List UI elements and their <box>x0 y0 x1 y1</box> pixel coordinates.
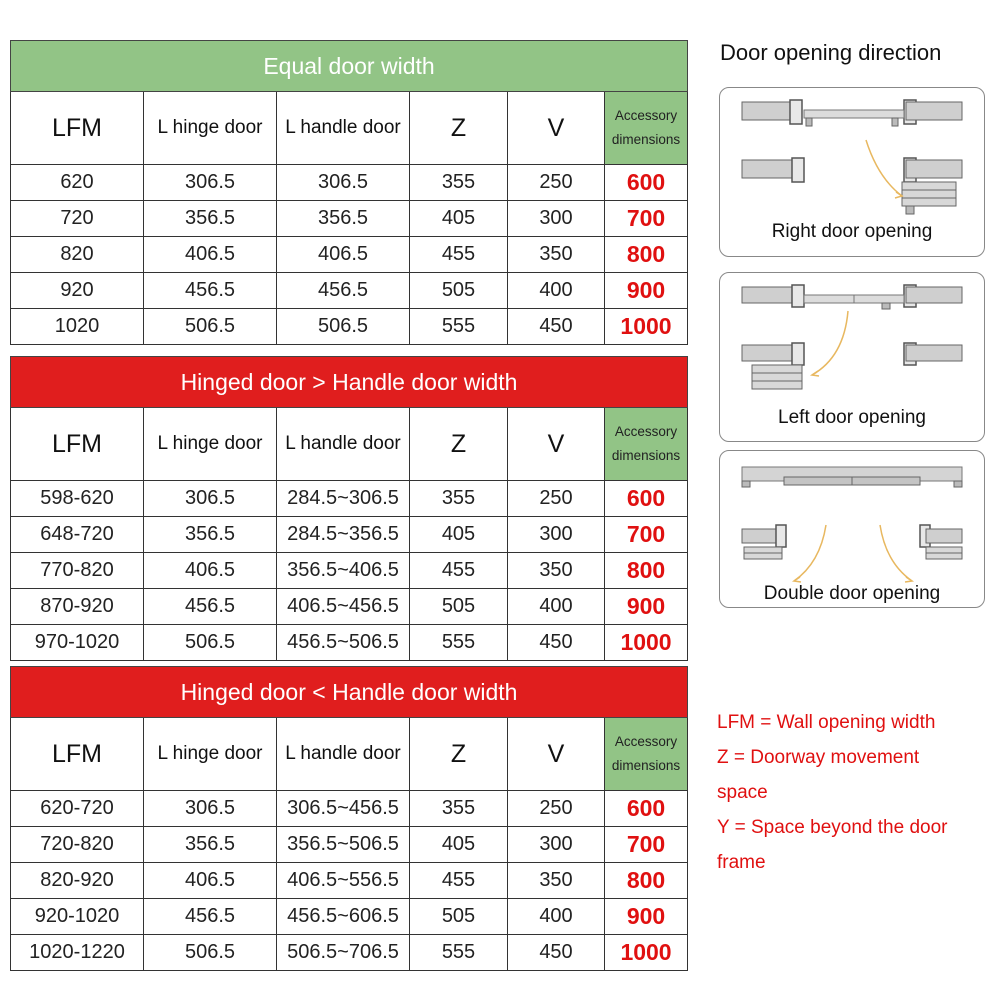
table-row <box>11 625 688 661</box>
col-header-lfm: LFM <box>11 92 144 165</box>
col-header-accessory: Accessory dimensions <box>605 408 688 481</box>
cell-v: 350 <box>508 553 605 589</box>
cell-hinge: 456.5 <box>144 273 277 309</box>
col-header-z: Z <box>410 92 508 165</box>
cell-handle: 506.5~706.5 <box>277 935 410 971</box>
cell-z: 555 <box>410 935 508 971</box>
cell-handle: 456.5 <box>277 273 410 309</box>
legend-y-line1: Y = Space beyond the door <box>717 817 948 838</box>
col-header-accessory: Accessory dimensions <box>605 92 688 165</box>
cell-z: 505 <box>410 589 508 625</box>
cell-lfm: 620 <box>11 165 144 201</box>
cell-hinge: 456.5 <box>144 899 277 935</box>
cell-accessory: 800 <box>605 553 688 589</box>
cell-lfm: 620-720 <box>11 791 144 827</box>
cell-z: 555 <box>410 309 508 345</box>
col-header-accessory: Accessory dimensions <box>605 718 688 791</box>
cell-v: 250 <box>508 481 605 517</box>
cell-z: 555 <box>410 625 508 661</box>
col-header-handle: L handle door <box>277 718 410 791</box>
col-header-handle: L handle door <box>277 92 410 165</box>
cell-lfm: 720-820 <box>11 827 144 863</box>
cell-accessory: 600 <box>605 165 688 201</box>
cell-z: 455 <box>410 237 508 273</box>
hinged-less-table <box>10 666 688 971</box>
cell-hinge: 456.5 <box>144 589 277 625</box>
table-row <box>11 517 688 553</box>
table-title: Equal door width <box>11 41 688 92</box>
cell-hinge: 506.5 <box>144 625 277 661</box>
cell-handle: 284.5~306.5 <box>277 481 410 517</box>
cell-v: 350 <box>508 863 605 899</box>
cell-handle: 506.5 <box>277 309 410 345</box>
cell-z: 355 <box>410 791 508 827</box>
legend <box>717 705 987 880</box>
cell-v: 250 <box>508 791 605 827</box>
cell-v: 450 <box>508 309 605 345</box>
cell-v: 400 <box>508 273 605 309</box>
cell-hinge: 406.5 <box>144 237 277 273</box>
cell-v: 300 <box>508 827 605 863</box>
cell-handle: 284.5~356.5 <box>277 517 410 553</box>
legend-z-line2: space <box>717 782 768 803</box>
cell-accessory: 600 <box>605 791 688 827</box>
col-header-lfm: LFM <box>11 718 144 791</box>
cell-lfm: 720 <box>11 201 144 237</box>
cell-v: 450 <box>508 625 605 661</box>
cell-z: 455 <box>410 863 508 899</box>
cell-accessory: 1000 <box>605 625 688 661</box>
cell-z: 355 <box>410 481 508 517</box>
col-header-hinge: L hinge door <box>144 408 277 481</box>
cell-accessory: 1000 <box>605 935 688 971</box>
cell-lfm: 820 <box>11 237 144 273</box>
cell-v: 300 <box>508 201 605 237</box>
cell-hinge: 356.5 <box>144 827 277 863</box>
table-row <box>11 237 688 273</box>
cell-hinge: 406.5 <box>144 863 277 899</box>
cell-v: 450 <box>508 935 605 971</box>
cell-v: 250 <box>508 165 605 201</box>
legend-lfm: LFM = Wall opening width <box>717 712 936 733</box>
cell-hinge: 306.5 <box>144 481 277 517</box>
table-row <box>11 935 688 971</box>
table-row <box>11 481 688 517</box>
cell-accessory: 700 <box>605 827 688 863</box>
cell-lfm: 598-620 <box>11 481 144 517</box>
panel-caption: Right door opening <box>771 221 933 242</box>
cell-handle: 406.5~456.5 <box>277 589 410 625</box>
cell-handle: 306.5 <box>277 165 410 201</box>
cell-lfm: 1020-1220 <box>11 935 144 971</box>
cell-accessory: 900 <box>605 273 688 309</box>
panel-caption: Double door opening <box>763 583 941 604</box>
cell-lfm: 648-720 <box>11 517 144 553</box>
cell-lfm: 820-920 <box>11 863 144 899</box>
cell-lfm: 870-920 <box>11 589 144 625</box>
col-header-hinge: L hinge door <box>144 92 277 165</box>
cell-hinge: 356.5 <box>144 517 277 553</box>
cell-accessory: 900 <box>605 589 688 625</box>
door-opening-direction-title: Door opening direction <box>720 40 942 65</box>
table-row <box>11 589 688 625</box>
cell-hinge: 506.5 <box>144 309 277 345</box>
cell-handle: 356.5~506.5 <box>277 827 410 863</box>
cell-accessory: 600 <box>605 481 688 517</box>
cell-hinge: 356.5 <box>144 201 277 237</box>
cell-z: 405 <box>410 201 508 237</box>
cell-lfm: 920 <box>11 273 144 309</box>
cell-accessory: 700 <box>605 201 688 237</box>
cell-accessory: 1000 <box>605 309 688 345</box>
table-row <box>11 165 688 201</box>
cell-hinge: 306.5 <box>144 791 277 827</box>
cell-z: 405 <box>410 517 508 553</box>
cell-lfm: 770-820 <box>11 553 144 589</box>
cell-handle: 456.5~606.5 <box>277 899 410 935</box>
table-row <box>11 309 688 345</box>
cell-v: 350 <box>508 237 605 273</box>
legend-y-line2: frame <box>717 852 766 873</box>
cell-z: 505 <box>410 273 508 309</box>
cell-accessory: 700 <box>605 517 688 553</box>
equal-width-table <box>10 40 688 345</box>
cell-handle: 306.5~456.5 <box>277 791 410 827</box>
legend-z-line1: Z = Doorway movement <box>717 747 920 768</box>
cell-hinge: 506.5 <box>144 935 277 971</box>
col-header-v: V <box>508 718 605 791</box>
cell-handle: 406.5 <box>277 237 410 273</box>
hinged-greater-table <box>10 356 688 661</box>
table-row <box>11 827 688 863</box>
col-header-hinge: L hinge door <box>144 718 277 791</box>
table-title: Hinged door < Handle door width <box>11 667 688 718</box>
cell-handle: 456.5~506.5 <box>277 625 410 661</box>
cell-accessory: 800 <box>605 237 688 273</box>
left-door-opening-panel <box>719 272 985 442</box>
cell-lfm: 1020 <box>11 309 144 345</box>
table-row <box>11 553 688 589</box>
cell-accessory: 900 <box>605 899 688 935</box>
cell-handle: 356.5~406.5 <box>277 553 410 589</box>
double-door-opening-panel <box>719 450 985 608</box>
table-row <box>11 273 688 309</box>
cell-hinge: 306.5 <box>144 165 277 201</box>
cell-z: 505 <box>410 899 508 935</box>
table-row <box>11 791 688 827</box>
cell-lfm: 970-1020 <box>11 625 144 661</box>
col-header-handle: L handle door <box>277 408 410 481</box>
table-row <box>11 201 688 237</box>
cell-z: 405 <box>410 827 508 863</box>
cell-accessory: 800 <box>605 863 688 899</box>
col-header-z: Z <box>410 408 508 481</box>
cell-v: 300 <box>508 517 605 553</box>
cell-z: 455 <box>410 553 508 589</box>
col-header-v: V <box>508 408 605 481</box>
table-row <box>11 863 688 899</box>
panel-caption: Left door opening <box>778 407 926 428</box>
col-header-v: V <box>508 92 605 165</box>
table-row <box>11 899 688 935</box>
cell-v: 400 <box>508 899 605 935</box>
cell-handle: 406.5~556.5 <box>277 863 410 899</box>
cell-lfm: 920-1020 <box>11 899 144 935</box>
cell-z: 355 <box>410 165 508 201</box>
col-header-lfm: LFM <box>11 408 144 481</box>
cell-v: 400 <box>508 589 605 625</box>
col-header-z: Z <box>410 718 508 791</box>
cell-hinge: 406.5 <box>144 553 277 589</box>
right-door-opening-panel <box>719 87 985 257</box>
table-title: Hinged door > Handle door width <box>11 357 688 408</box>
cell-handle: 356.5 <box>277 201 410 237</box>
